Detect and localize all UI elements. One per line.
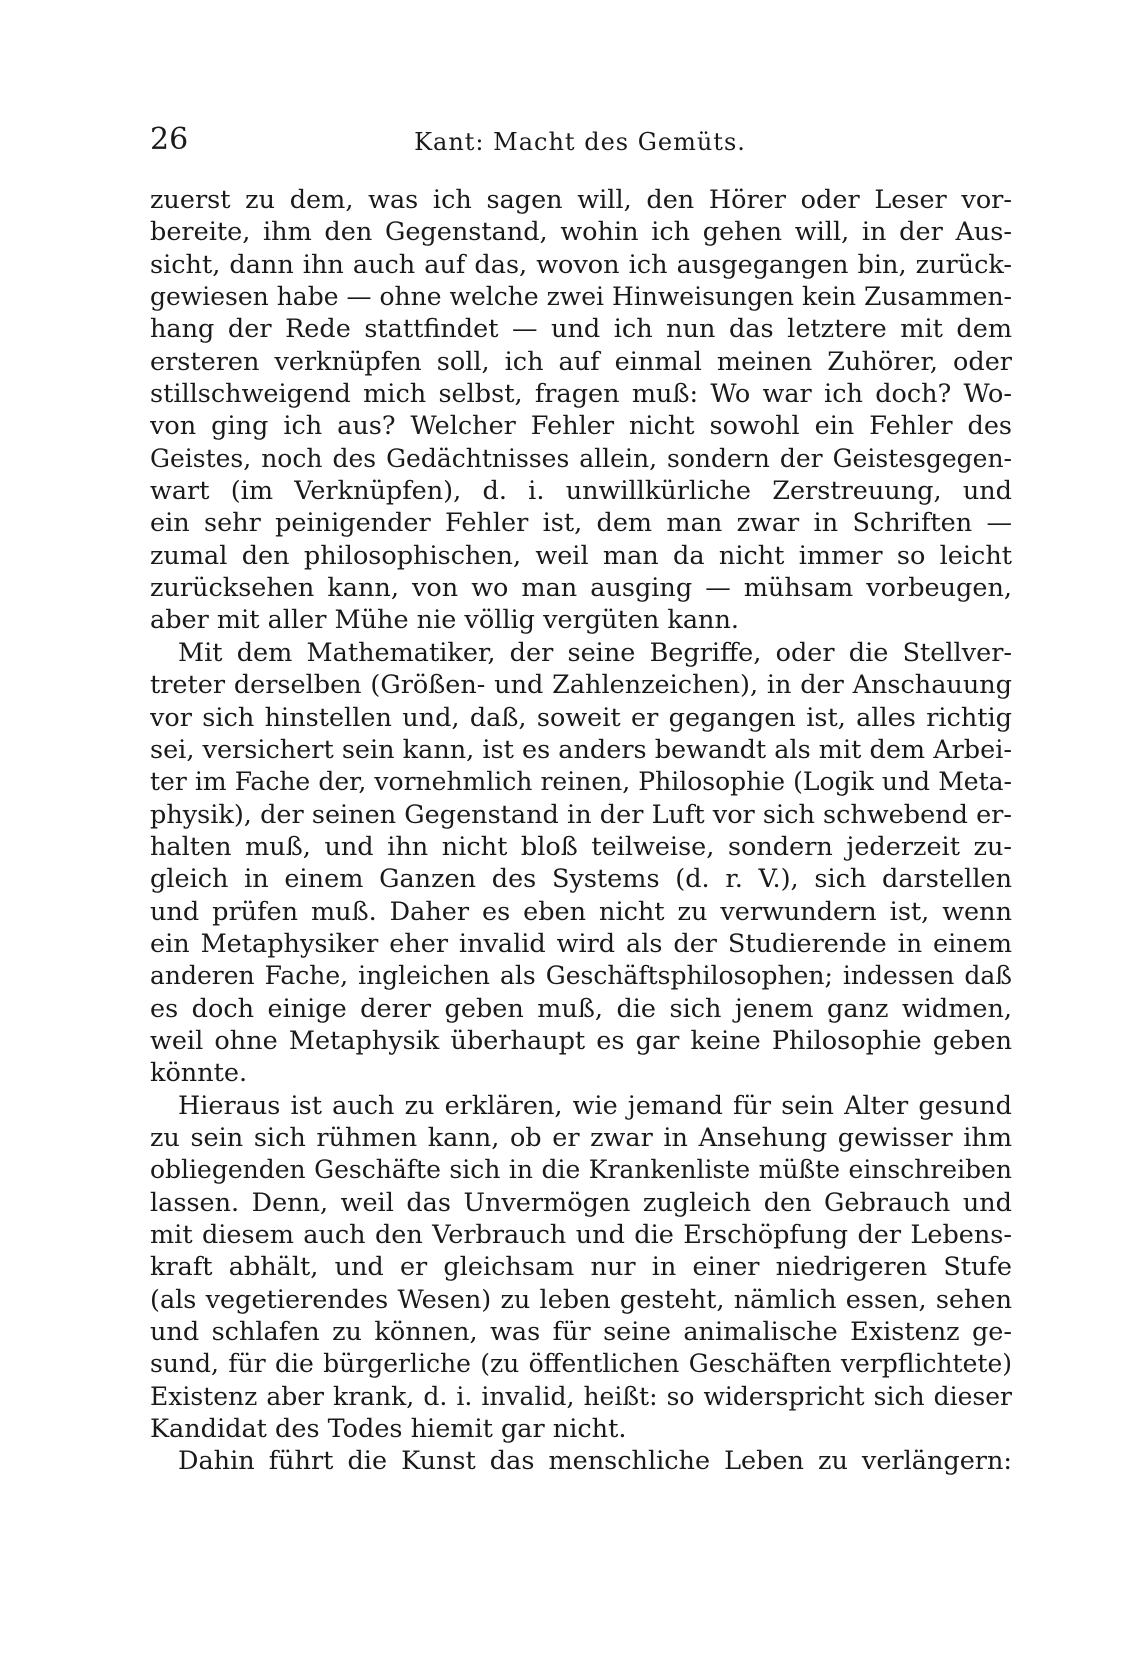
text-line: sicht, dann ihn auch auf das, wovon ich ausgegangen bin, zurück- xyxy=(150,249,1012,280)
text-line: mit diesem auch den Verbrauch und die Erschöpfung der Lebens- xyxy=(150,1220,1012,1250)
text-line: physik), der seinen Gegenstand in der Luft vor sich schwebend er- xyxy=(150,799,1012,830)
text-line: stillschweigend mich selbst, fragen muß: Wo war ich doch? Wo- xyxy=(150,379,1012,410)
text-line: halten muß, und ihn nicht bloß teilweise, sondern jederzeit zu- xyxy=(150,831,1012,862)
text-line: zumal den philosophischen, weil man da nicht immer so leicht xyxy=(150,540,1012,571)
text-line: Hieraus ist auch zu erklären, wie jemand für sein Alter gesund xyxy=(178,1090,1012,1121)
text-line: von ging ich aus? Welcher Fehler nicht sowohl ein Fehler des xyxy=(150,411,1012,442)
text-line: Dahin führt die Kunst das menschliche Leben zu verlängern: xyxy=(178,1446,1012,1477)
text-line: zurücksehen kann, von wo man ausging — mühsam vorbeugen, xyxy=(150,573,1012,604)
text-line: Existenz aber krank, d. i. invalid, heißt: so widerspricht sich dieser xyxy=(150,1381,1012,1411)
text-line: gewiesen habe — ohne welche zwei Hinweisungen kein Zusammen- xyxy=(150,282,1012,312)
text-line: kraft abhält, und er gleichsam nur in einer niedrigeren Stufe xyxy=(150,1252,1012,1283)
text-line: bereite, ihm den Gegenstand, wohin ich gehen will, in der Aus- xyxy=(150,217,1012,248)
text-line: (als vegetierendes Wesen) zu leben gesteht, nämlich essen, sehen xyxy=(150,1284,1012,1315)
text-line: sund, für die bürgerliche (zu öffentlichen Geschäften verpflichtete) xyxy=(150,1349,1012,1379)
text-line: lassen. Denn, weil das Unvermögen zugleich den Gebrauch und xyxy=(150,1187,1012,1218)
text-line: zu sein sich rühmen kann, ob er zwar in Ansehung gewisser ihm xyxy=(150,1122,1012,1153)
text-line: ter im Fache der, vornehmlich reinen, Philosophie (Logik und Meta- xyxy=(150,767,1012,797)
text-line: gleich in einem Ganzen des Systems (d. r. V.), sich darstellen xyxy=(150,864,1012,895)
text-line: ein Metaphysiker eher invalid wird als der Studierende in einem xyxy=(150,928,1012,959)
text-line: anderen Fache, ingleichen als Geschäftsphilosophen; indessen daß xyxy=(150,961,1012,991)
text-line: hang der Rede stattfindet — und ich nun das letztere mit dem xyxy=(150,314,1012,345)
text-line: zuerst zu dem, was ich sagen will, den Hörer oder Leser vor- xyxy=(150,185,1012,215)
text-line: ersteren verknüpfen soll, ich auf einmal meinen Zuhörer, oder xyxy=(150,346,1012,377)
text-line: vor sich hinstellen und, daß, soweit er gegangen ist, alles richtig xyxy=(150,702,1012,733)
text-line: obliegenden Geschäfte sich in die Krankenliste müßte einschreiben xyxy=(150,1155,1012,1185)
body-text xyxy=(150,184,1012,1478)
text-line: wart (im Verknüpfen), d. i. unwillkürliche Zerstreuung, und xyxy=(150,476,1012,507)
text-line: treter derselben (Größen- und Zahlenzeichen), in der Anschauung xyxy=(150,670,1012,701)
text-line: Mit dem Mathematiker, der seine Begriffe, oder die Stellver- xyxy=(178,637,1012,668)
text-line: und prüfen muß. Daher es eben nicht zu verwundern ist, wenn xyxy=(150,896,1012,927)
text-line: und schlafen zu können, was für seine animalische Existenz ge- xyxy=(150,1317,1012,1348)
running-head: Kant: Macht des Gemüts. xyxy=(414,128,746,156)
text-line: Kandidat des Todes hiemit gar nicht. xyxy=(150,1414,627,1445)
text-line: sei, versichert sein kann, ist es anders bewandt als mit dem Arbei- xyxy=(150,734,1012,765)
text-line: weil ohne Metaphysik überhaupt es gar keine Philosophie geben xyxy=(150,1025,1012,1056)
text-line: ein sehr peinigender Fehler ist, dem man zwar in Schriften — xyxy=(150,508,1012,539)
text-line: aber mit aller Mühe nie völlig vergüten kann. xyxy=(150,605,739,636)
text-line: es doch einige derer geben muß, die sich jenem ganz widmen, xyxy=(150,993,1012,1024)
text-line: Geistes, noch des Gedächtnisses allein, sondern der Geistesgegen- xyxy=(150,443,1012,473)
text-line: könnte. xyxy=(150,1058,248,1089)
page-header xyxy=(150,120,1010,160)
page-number: 26 xyxy=(150,122,189,157)
